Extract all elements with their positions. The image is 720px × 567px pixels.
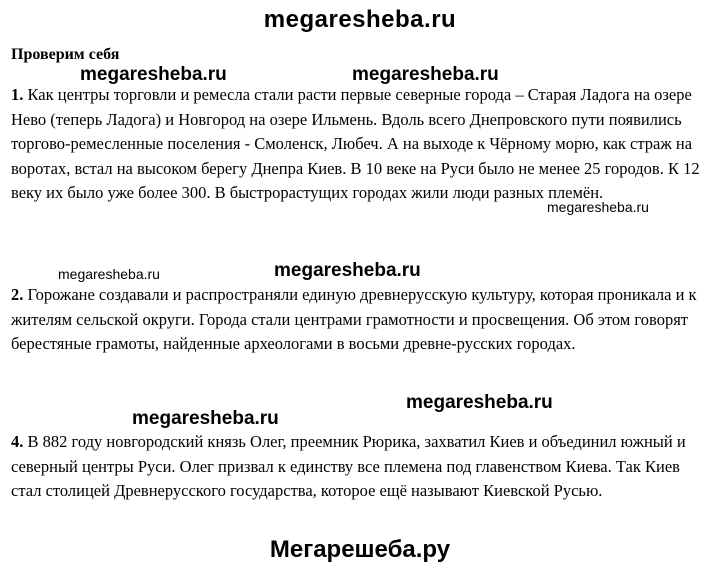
answer-4-number: 4. xyxy=(11,432,24,451)
answer-4-text: В 882 году новгородский князь Олег, преемник Рюрика, захватил Киев и объединил южный и северный центры Руси. Олег призвал к единству все племена под главенством Киева. Так Киев стал столицей Древнерусского государства, которое ещё называют Киевской Русью. xyxy=(11,432,686,500)
watermark-5: megaresheba.ru xyxy=(274,260,421,281)
site-watermark-top: megaresheba.ru xyxy=(263,6,457,33)
answer-2-text: Горожане создавали и распространяли единую древнерусскую культуру, которая проникала и к жителям сельской округи. Города стали центрами грамотности и просвещения. Об этом говорят берестяные грамоты, найденные археологами в восьми древне-русских городах. xyxy=(11,285,697,353)
watermark-2: megaresheba.ru xyxy=(352,64,499,85)
answer-1-text: Как центры торговли и ремесла стали расти первые северные города – Старая Ладога на озере Нево (теперь Ладога) и Новгород на озере Ильмень. Вдоль всего Днепровского пути появились торгово-ремесленные поселения - Смоленск, Любеч. А на выходе к Чёрному морю, как страж на воротах, встал на высоком берегу Днепра Киев. В 10 веке на Руси было не менее 25 городов. К 12 веку их было уже более 300. В быстрорастущих городах жили люди разных племён. xyxy=(11,85,700,202)
answer-2-number: 2. xyxy=(11,285,24,304)
answer-1-number: 1. xyxy=(11,85,24,104)
watermark-7: megaresheba.ru xyxy=(132,408,279,429)
watermark-4: megaresheba.ru xyxy=(58,266,160,282)
section-heading: Проверим себя xyxy=(11,46,120,63)
site-watermark-bottom: Мегарешеба.ру xyxy=(269,536,451,563)
watermark-6: megaresheba.ru xyxy=(406,392,553,413)
watermark-3: megaresheba.ru xyxy=(547,199,649,215)
watermark-1: megaresheba.ru xyxy=(80,64,227,85)
answer-1 xyxy=(11,83,711,206)
answer-4 xyxy=(11,430,711,504)
answer-2 xyxy=(11,283,711,357)
